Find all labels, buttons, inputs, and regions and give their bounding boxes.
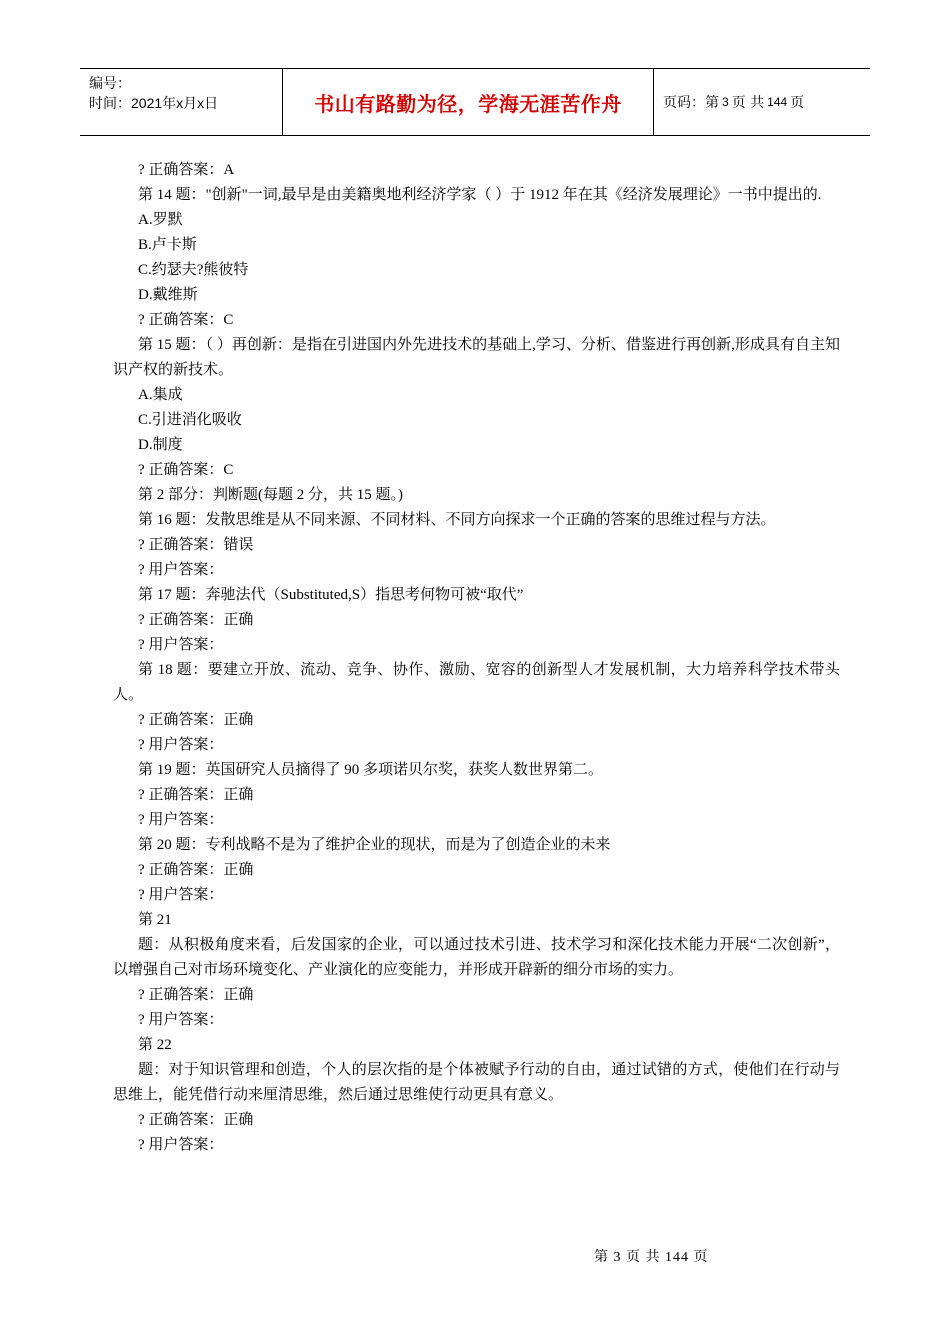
page-prefix: 页码：第 — [663, 95, 719, 111]
answer-line: ? 正确答案：正确 — [138, 1112, 254, 1128]
user-answer-line: ? 用户答案： — [138, 562, 224, 578]
header-slogan: 书山有路勤为径，学海无涯苦作舟 — [314, 91, 622, 116]
header-slogan-cell — [282, 69, 654, 135]
answer-line: ? 正确答案：正确 — [138, 862, 254, 878]
option-line: B.卢卡斯 — [138, 237, 197, 253]
question-22-text: 题：对于知识管理和创造，个人的层次指的是个体被赋予行动的自由，通过试错的方式，使他们在行动与思维上，能凭借行动来厘清思维，然后通过思维使行动更具有意义。 — [113, 1062, 840, 1103]
question-21-number: 第 21 — [138, 912, 172, 928]
question-21-text: 题：从积极角度来看，后发国家的企业，可以通过技术引进、技术学习和深化技术能力开展“二次创新”，以增强自己对市场环境变化、产业演化的应变能力，并形成开辟新的细分市场的实力。 — [113, 937, 840, 978]
question-15: 第 15 题：（ ）再创新：是指在引进国内外先进技术的基础上,学习、分析、借鉴进行再创新,形成具有自主知识产权的新技术。 — [113, 337, 840, 378]
document-number-label: 编号： — [89, 75, 131, 91]
user-answer-line: ? 用户答案： — [138, 812, 224, 828]
user-answer-line: ? 用户答案： — [138, 887, 224, 903]
option-line: D.制度 — [138, 437, 183, 453]
answer-line: ? 正确答案：正确 — [138, 712, 254, 728]
user-answer-line: ? 用户答案： — [138, 1012, 224, 1028]
option-line: C.引进消化吸收 — [138, 412, 242, 428]
question-14: 第 14 题："创新"一词,最早是由美籍奥地利经济学家（ ）于 1912 年在其《经济发展理论》一书中提出的. — [138, 187, 822, 203]
option-line: A.集成 — [138, 387, 183, 403]
document-body — [113, 158, 840, 1158]
section-heading: 第 2 部分：判断题(每题 2 分，共 15 题。) — [138, 487, 403, 503]
header-page-info — [654, 69, 870, 135]
question-19: 第 19 题：英国研究人员摘得了 90 多项诺贝尔奖，获奖人数世界第二。 — [138, 762, 604, 778]
user-answer-line: ? 用户答案： — [138, 637, 224, 653]
answer-line: ? 正确答案：C — [138, 312, 234, 328]
user-answer-line: ? 用户答案： — [138, 1137, 224, 1153]
question-20: 第 20 题：专利战略不是为了维护企业的现状，而是为了创造企业的未来 — [138, 837, 611, 853]
page-mid: 页 共 — [731, 95, 765, 111]
answer-line: ? 正确答案：错误 — [138, 537, 254, 553]
answer-line: ? 正确答案：正确 — [138, 987, 254, 1003]
question-17: 第 17 题：奔驰法代（Substituted,S）指思考何物可被“取代” — [138, 587, 524, 603]
answer-line: ? 正确答案：A — [138, 162, 235, 178]
question-16: 第 16 题：发散思维是从不同来源、不同材料、不同方向探求一个正确的答案的思维过程与方法。 — [138, 512, 776, 528]
answer-line: ? 正确答案：正确 — [138, 612, 254, 628]
option-line: A.罗默 — [138, 212, 183, 228]
user-answer-line: ? 用户答案： — [138, 737, 224, 753]
document-time-label: 时间：2021年x月x日 — [89, 95, 219, 111]
header-info — [80, 69, 282, 135]
page-current: 3 — [722, 95, 729, 109]
page-footer: 第 3 页 共 144 页 — [594, 1250, 709, 1265]
option-line: C.约瑟夫?熊彼特 — [138, 262, 249, 278]
answer-line: ? 正确答案：C — [138, 462, 234, 478]
page-header — [80, 68, 870, 136]
option-line: D.戴维斯 — [138, 287, 198, 303]
answer-line: ? 正确答案：正确 — [138, 787, 254, 803]
question-18: 第 18 题：要建立开放、流动、竞争、协作、激励、宽容的创新型人才发展机制，大力培养科学技术带头人。 — [113, 662, 840, 703]
question-22-number: 第 22 — [138, 1037, 172, 1053]
page-suffix: 页 — [790, 95, 805, 111]
page-total: 144 — [767, 95, 788, 109]
